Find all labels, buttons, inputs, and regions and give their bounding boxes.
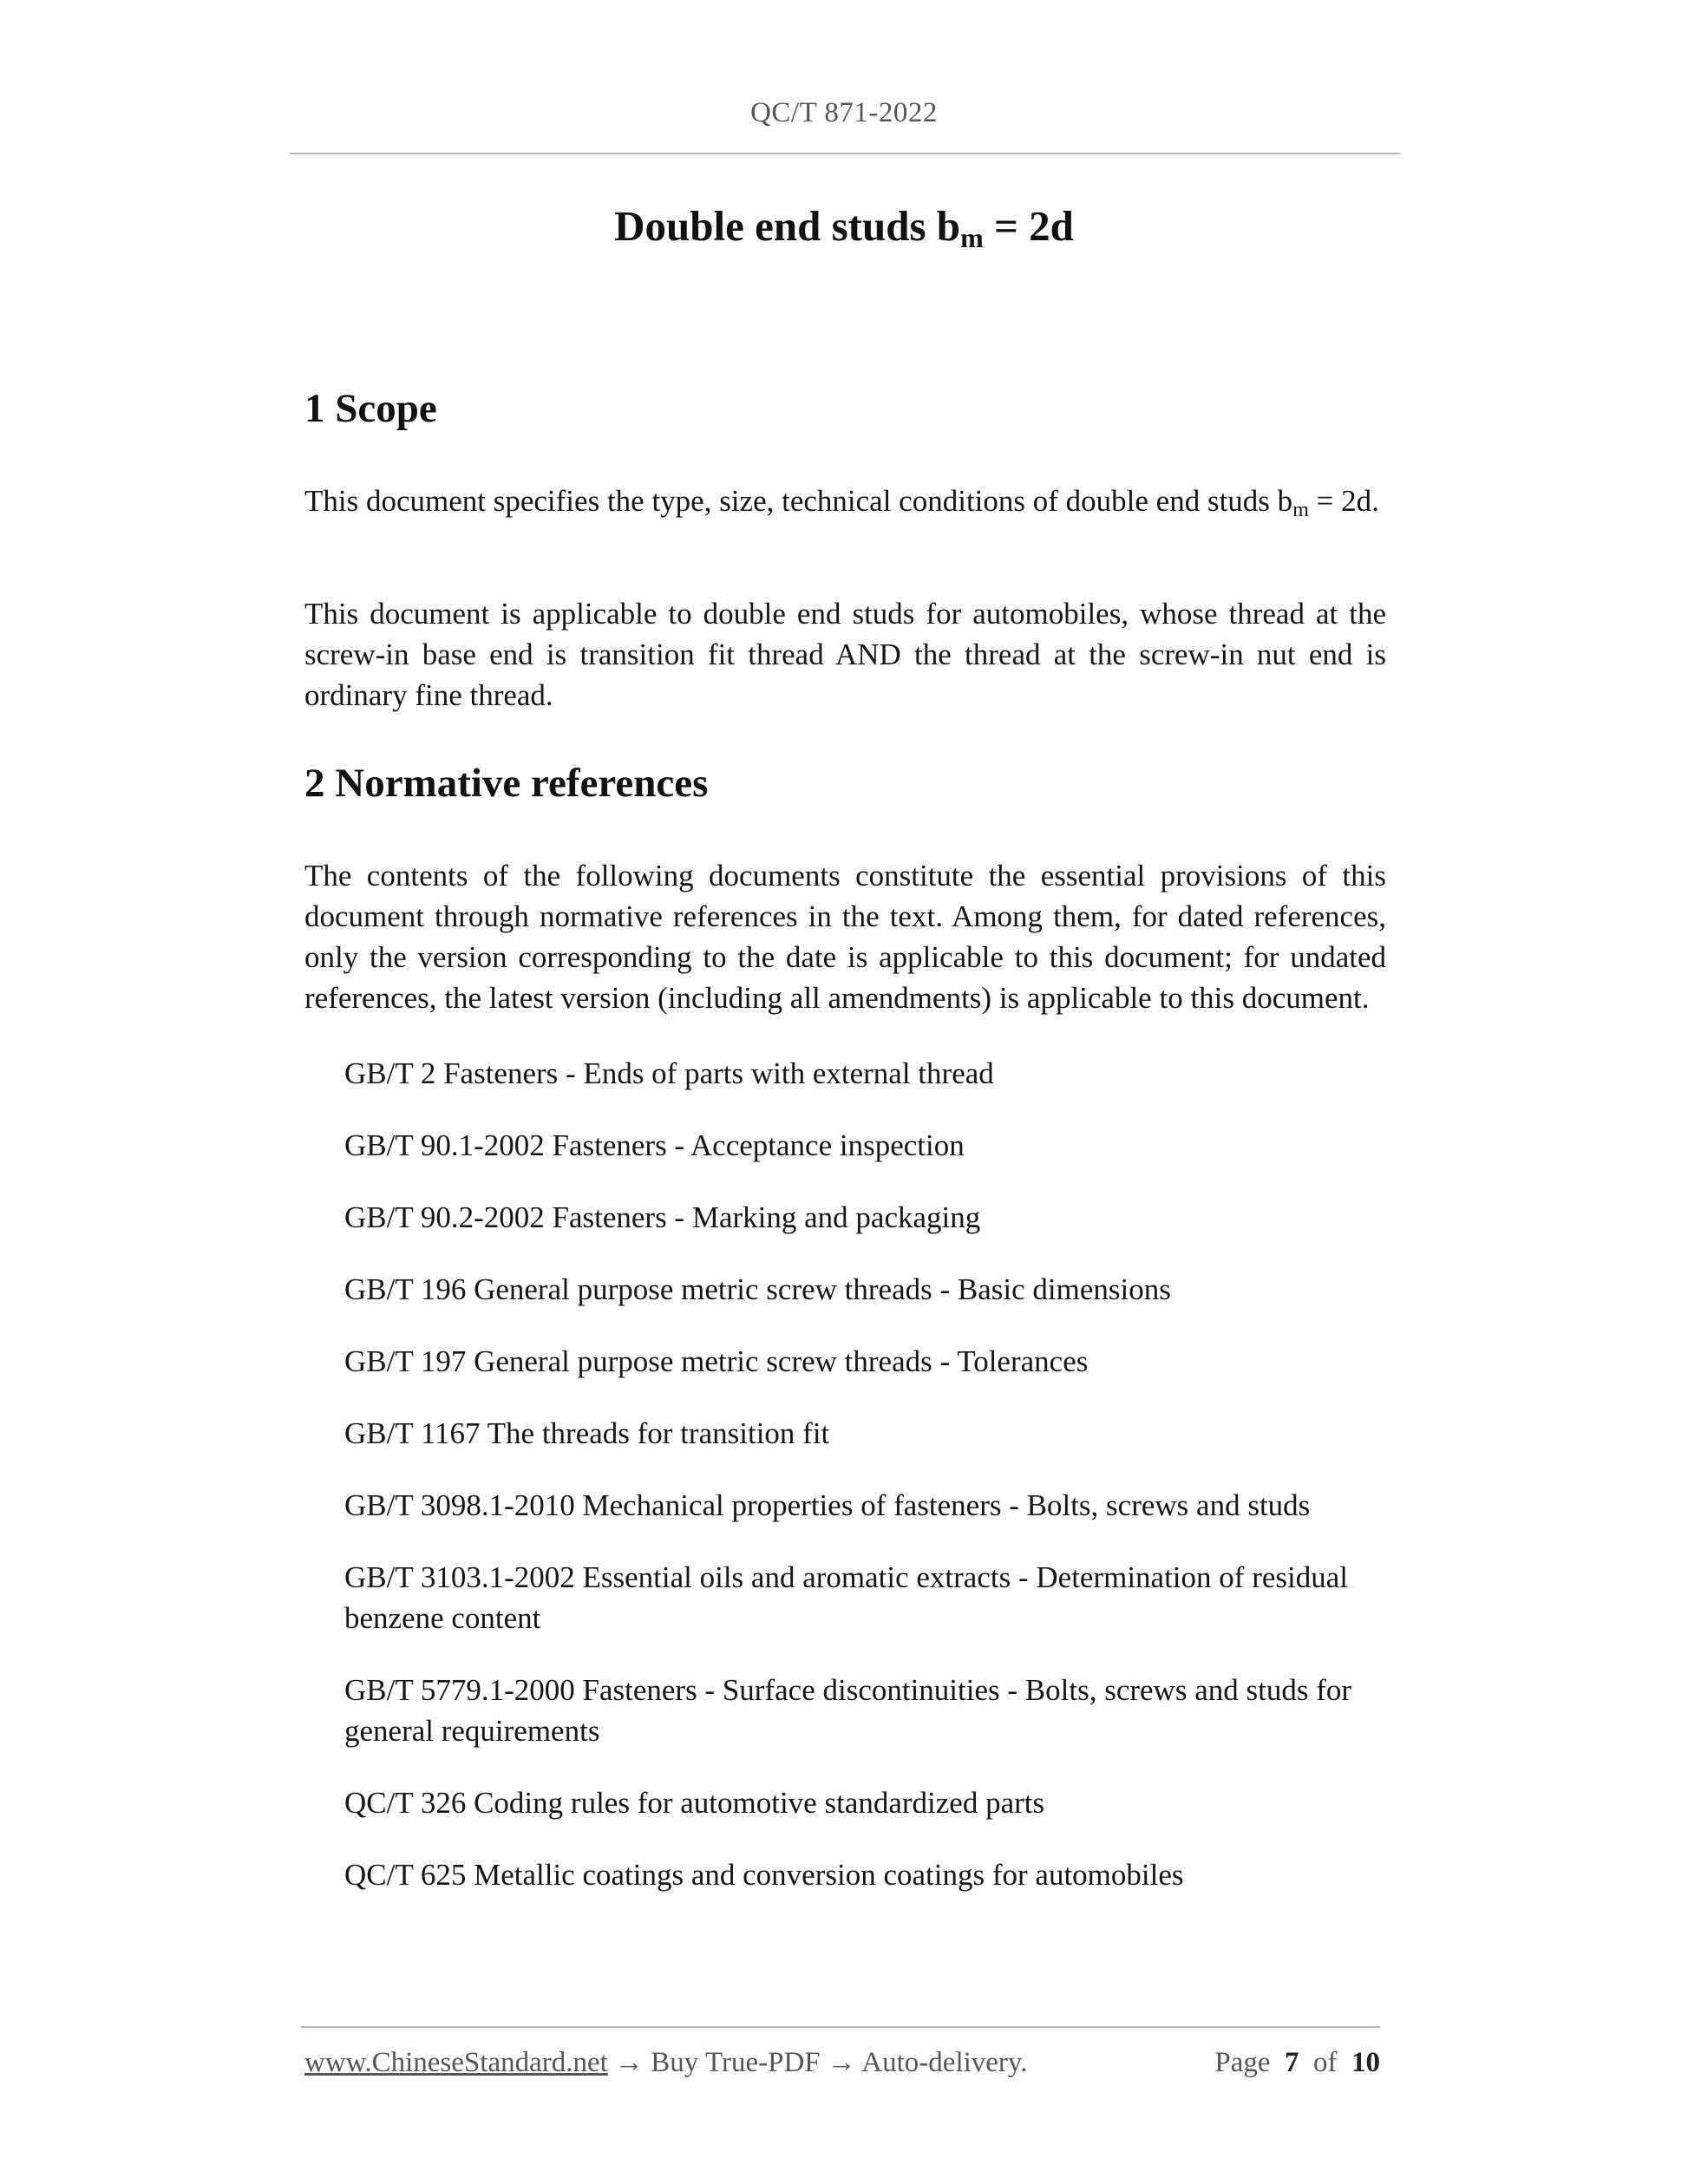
reference-item: GB/T 5779.1-2000 Fasteners - Surface discontinuities - Bolts, screws and studs for general requirements (344, 1673, 1351, 1748)
reference-item: GB/T 3103.1-2002 Essential oils and aromatic extracts - Determination of residual benzene content (344, 1560, 1348, 1635)
page-of-label: of (1313, 2047, 1338, 2078)
page-label: Page (1214, 2047, 1271, 2078)
footer-promo-text: → Buy True-PDF → Auto-delivery. (607, 2047, 1028, 2078)
document-title (0, 201, 1688, 251)
title-suffix: = 2d (983, 202, 1074, 250)
reference-item: GB/T 2 Fasteners - Ends of parts with external thread (344, 1056, 994, 1090)
reference-list (344, 1053, 1386, 1926)
page-number (1214, 2047, 1380, 2079)
scope-text-b: = 2d. (1308, 484, 1379, 518)
section-heading-scope: 1 Scope (304, 386, 437, 431)
header-divider (290, 153, 1400, 154)
footer-divider (301, 2026, 1380, 2028)
running-header: QC/T 871-2022 (750, 97, 938, 128)
section-heading-normative-references: 2 Normative references (304, 761, 709, 806)
reference-item: GB/T 90.2-2002 Fasteners - Marking and packaging (344, 1200, 981, 1234)
reference-item: GB/T 3098.1-2010 Mechanical properties of fasteners - Bolts, screws and studs (344, 1488, 1311, 1522)
page-current: 7 (1285, 2047, 1299, 2078)
reference-item: GB/T 197 General purpose metric screw threads - Tolerances (344, 1344, 1089, 1378)
scope-paragraph-2: This document is applicable to double end studs for automobiles, whose thread at the screw-in base end is transition fit thread AND the thread at the screw-in nut end is ordinary fine thread. (304, 597, 1386, 712)
page-total: 10 (1351, 2047, 1380, 2078)
normative-intro-paragraph: The contents of the following documents constitute the essential provisions of this document through normative references in the text. Among them, for dated references, only the version corresponding to the date is applicable to this document; for undated references, the latest version (including all amendments) is applicable to this document. (304, 859, 1386, 1015)
scope-subscript: m (1292, 499, 1309, 521)
title-main: Double end studs b (614, 202, 961, 250)
reference-item: GB/T 1167 The threads for transition fit (344, 1416, 830, 1450)
website-link[interactable]: www.ChineseStandard.net (304, 2047, 608, 2078)
scope-paragraph-1 (304, 481, 1386, 526)
reference-item: QC/T 326 Coding rules for automotive standardized parts (344, 1786, 1045, 1820)
footer-promo (304, 2047, 1028, 2079)
title-subscript: m (960, 222, 984, 253)
scope-text-a: This document specifies the type, size, technical conditions of double end studs b (304, 484, 1293, 518)
reference-item: GB/T 196 General purpose metric screw threads - Basic dimensions (344, 1272, 1171, 1306)
reference-item: QC/T 625 Metallic coatings and conversion coatings for automobiles (344, 1858, 1184, 1892)
reference-item: GB/T 90.1-2002 Fasteners - Acceptance inspection (344, 1128, 965, 1162)
